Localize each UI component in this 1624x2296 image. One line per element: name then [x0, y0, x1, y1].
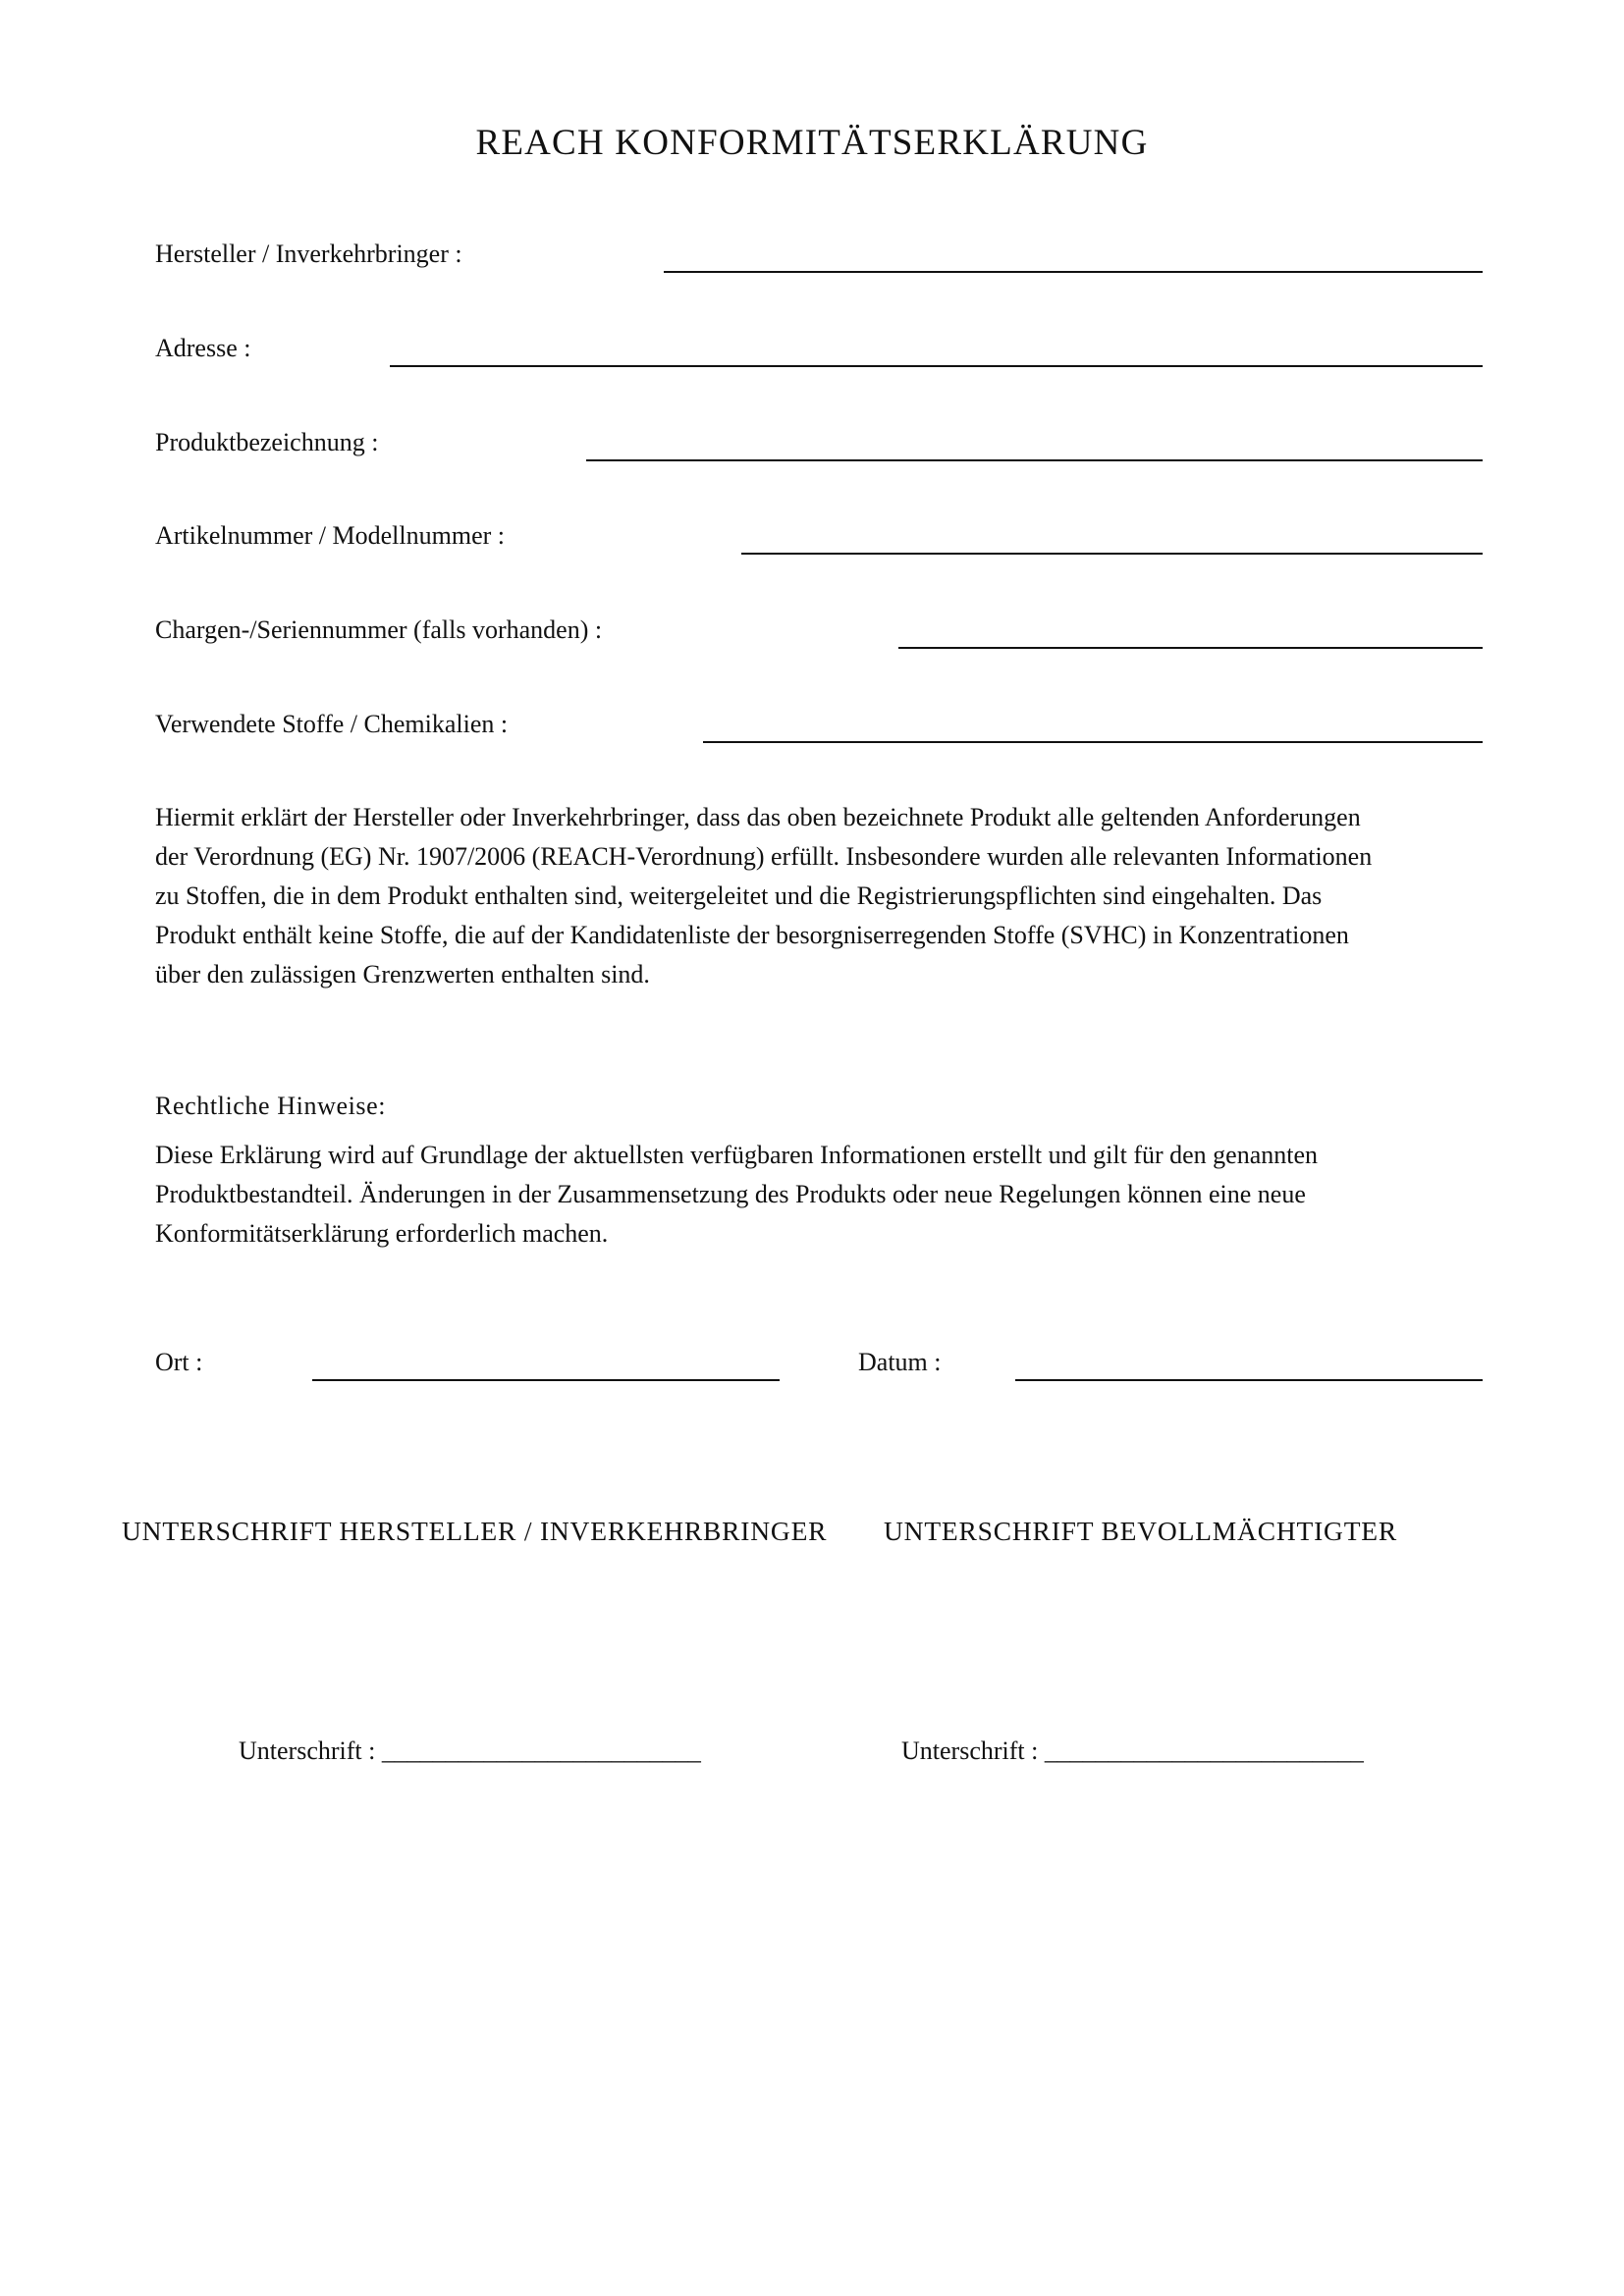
manufacturer-field[interactable]: [664, 271, 1483, 273]
manufacturer-label: Hersteller / Inverkehrbringer :: [155, 240, 462, 268]
legal-paragraph: [155, 1136, 1490, 1254]
product-label: Produktbezeichnung :: [155, 428, 379, 456]
signature-heading-representative: UNTERSCHRIFT BEVOLLMÄCHTIGTER: [884, 1516, 1398, 1546]
date-field[interactable]: [1015, 1379, 1483, 1381]
substances-label: Verwendete Stoffe / Chemikalien :: [155, 710, 509, 738]
legal-heading: Rechtliche Hinweise:: [155, 1092, 387, 1120]
declaration-paragraph: [155, 798, 1490, 994]
document-title: REACH KONFORMITÄTSERKLÄRUNG: [475, 123, 1149, 163]
signature-heading-manufacturer: UNTERSCHRIFT HERSTELLER / INVERKEHRBRINGER: [122, 1516, 828, 1546]
address-label: Adresse :: [155, 334, 251, 362]
article-number-field[interactable]: [741, 553, 1483, 555]
declaration-line: Produkt enthält keine Stoffe, die auf der Kandidatenliste der besorgniserregenden Stoffe (SVHC) in Konzentrationen: [155, 921, 1349, 949]
date-label: Datum :: [858, 1348, 942, 1376]
batch-number-field[interactable]: [898, 647, 1483, 649]
substances-field[interactable]: [703, 741, 1483, 743]
declaration-line: über den zulässigen Grenzwerten enthalten sind.: [155, 960, 650, 988]
declaration-line: Hiermit erklärt der Hersteller oder Inverkehrbringer, dass das oben bezeichnete Produkt alle geltenden Anforderungen: [155, 803, 1361, 831]
signature-field-representative[interactable]: Unterschrift : _________________________: [901, 1736, 1364, 1765]
address-field[interactable]: [390, 365, 1483, 367]
product-field[interactable]: [586, 459, 1483, 461]
place-field[interactable]: [312, 1379, 780, 1381]
legal-line: Konformitätserklärung erforderlich machen.: [155, 1219, 609, 1248]
legal-line: Diese Erklärung wird auf Grundlage der aktuellsten verfügbaren Informationen erstellt und gilt für den genannten: [155, 1141, 1319, 1169]
declaration-line: der Verordnung (EG) Nr. 1907/2006 (REACH-Verordnung) erfüllt. Insbesondere wurden alle relevanten Informationen: [155, 842, 1373, 871]
declaration-line: zu Stoffen, die in dem Produkt enthalten sind, weitergeleitet und die Registrierungspflichten sind eingehalten. Das: [155, 881, 1323, 910]
signature-field-manufacturer[interactable]: Unterschrift : _________________________: [239, 1736, 701, 1765]
article-number-label: Artikelnummer / Modellnummer :: [155, 521, 505, 550]
batch-number-label: Chargen-/Seriennummer (falls vorhanden) :: [155, 615, 603, 644]
place-label: Ort :: [155, 1348, 203, 1376]
legal-line: Produktbestandteil. Änderungen in der Zusammensetzung des Produkts oder neue Regelungen können eine neue: [155, 1180, 1306, 1208]
